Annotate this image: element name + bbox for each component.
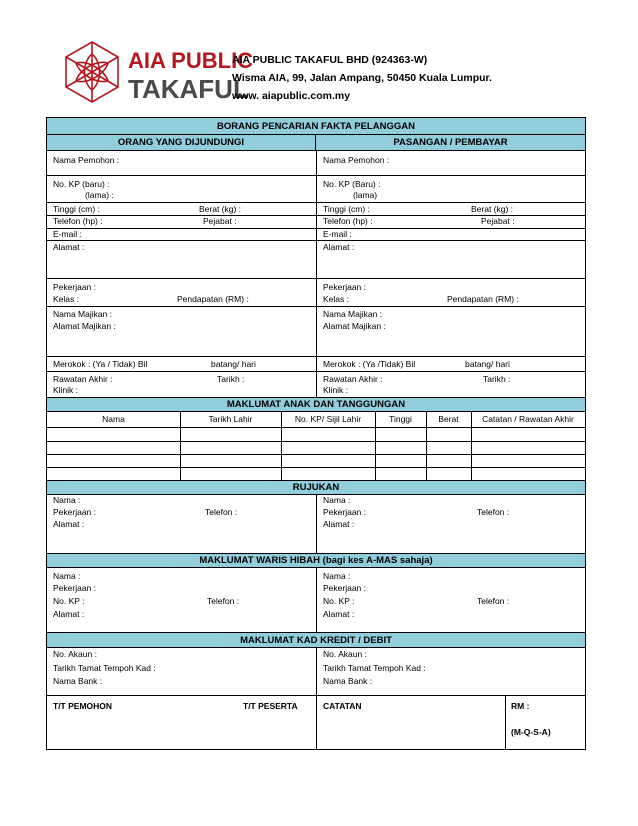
spouse-employer-address-field[interactable]: Alamat Majikan : xyxy=(323,321,386,331)
col-header-notes: Catatan / Rawatan Akhir xyxy=(482,414,574,424)
insured-height-field[interactable]: Tinggi (cm) : xyxy=(53,204,100,214)
heir-section-title: MAKLUMAT WARIS HIBAH (bagi kes A-MAS sahaja) xyxy=(47,553,585,568)
row-divider xyxy=(47,441,585,442)
insured-medical-history-field[interactable]: Rawatan Akhir : xyxy=(53,374,113,384)
aia-logo-emblem-icon xyxy=(62,36,254,108)
rm-divider xyxy=(505,695,506,750)
insured-employer-field[interactable]: Nama Majikan : xyxy=(53,309,113,319)
company-website: www. aiapublic.com.my xyxy=(232,90,351,102)
spouse-occupation-field[interactable]: Pekerjaan : xyxy=(323,282,366,292)
spouse-phone-field[interactable]: Telefon (hp) : xyxy=(323,216,373,226)
spouse-clinic-field[interactable]: Klinik : xyxy=(323,385,349,395)
spouse-ic-old-field[interactable]: (lama) xyxy=(353,190,378,200)
insured-clinic-field[interactable]: Klinik : xyxy=(53,385,79,395)
heir-left-phone-field[interactable]: Telefon : xyxy=(207,596,240,606)
card-left-bank-field[interactable]: Nama Bank : xyxy=(53,676,103,686)
insured-class-field[interactable]: Kelas : xyxy=(53,294,79,304)
logo-line1: AIA PUBLIC xyxy=(128,48,254,73)
referral-divider xyxy=(316,495,317,562)
spouse-smoker-field[interactable]: Merokok : (Ya /Tidak) Bil xyxy=(323,359,416,369)
rm-field[interactable]: RM : xyxy=(511,701,530,711)
divider xyxy=(47,356,585,357)
col-header-height: Tinggi xyxy=(389,414,412,424)
referral-right-name-field[interactable]: Nama : xyxy=(323,495,351,505)
insured-phone-field[interactable]: Telefon (hp) : xyxy=(53,216,103,226)
heir-left-name-field[interactable]: Nama : xyxy=(53,571,81,581)
insured-occupation-field[interactable]: Pekerjaan : xyxy=(53,282,96,292)
referral-left-address-field[interactable]: Alamat : xyxy=(53,519,85,529)
participant-signature-field[interactable]: T/T PESERTA xyxy=(243,701,298,711)
divider xyxy=(47,278,585,279)
referral-left-phone-field[interactable]: Telefon : xyxy=(205,507,238,517)
card-right-bank-field[interactable]: Nama Bank : xyxy=(323,676,373,686)
signature-divider xyxy=(316,695,317,750)
referral-left-name-field[interactable]: Nama : xyxy=(53,495,81,505)
logo-line2: TAKAFUL xyxy=(128,74,249,104)
referral-left-occupation-field[interactable]: Pekerjaan : xyxy=(53,507,96,517)
col-header-dob: Tarikh Lahir xyxy=(208,414,253,424)
heir-left-occupation-field[interactable]: Pekerjaan : xyxy=(53,583,96,593)
insured-address-field[interactable]: Alamat : xyxy=(53,242,85,252)
notes-field[interactable]: CATATAN xyxy=(323,701,362,711)
card-left-account-field[interactable]: No. Akaun : xyxy=(53,649,97,659)
card-right-account-field[interactable]: No. Akaun : xyxy=(323,649,367,659)
heir-right-ic-field[interactable]: No. KP : xyxy=(323,596,355,606)
referral-right-phone-field[interactable]: Telefon : xyxy=(477,507,510,517)
divider xyxy=(47,202,585,203)
heir-right-name-field[interactable]: Nama : xyxy=(323,571,351,581)
customer-fact-find-form xyxy=(46,117,586,750)
spouse-ic-new-field[interactable]: No. KP (Baru) : xyxy=(323,179,381,189)
col-header-ic: No. KP/ Sijil Lahir xyxy=(294,414,362,424)
card-section-title: MAKLUMAT KAD KREDIT / DEBIT xyxy=(47,632,585,648)
divider xyxy=(47,306,585,307)
spouse-address-field[interactable]: Alamat : xyxy=(323,242,355,252)
referral-right-occupation-field[interactable]: Pekerjaan : xyxy=(323,507,366,517)
company-address: Wisma AIA, 99, Jalan Ampang, 50450 Kuala Lumpur. xyxy=(232,72,492,84)
personal-divider xyxy=(316,151,317,398)
divider xyxy=(47,371,585,372)
spouse-per-day-label: batang/ hari xyxy=(465,359,510,369)
spouse-name-field[interactable]: Nama Pemohon : xyxy=(323,155,390,165)
row-divider xyxy=(47,467,585,468)
company-name: AIA PUBLIC TAKAFUL BHD (924363-W) xyxy=(232,54,428,66)
spouse-employer-field[interactable]: Nama Majikan : xyxy=(323,309,383,319)
insured-name-field[interactable]: Nama Pemohon : xyxy=(53,155,120,165)
col-header-name: Nama xyxy=(102,414,125,424)
insured-office-field[interactable]: Pejabat : xyxy=(203,216,237,226)
referral-section-title: RUJUKAN xyxy=(47,480,585,495)
card-divider xyxy=(316,648,317,695)
spouse-income-field[interactable]: Pendapatan (RM) : xyxy=(447,294,519,304)
insured-ic-new-field[interactable]: No. KP (baru) : xyxy=(53,179,110,189)
divider xyxy=(47,240,585,241)
divider xyxy=(47,175,585,176)
form-title: BORANG PENCARIAN FAKTA PELANGGAN xyxy=(47,118,585,135)
heir-right-occupation-field[interactable]: Pekerjaan : xyxy=(323,583,366,593)
heir-divider xyxy=(316,568,317,635)
heir-right-address-field[interactable]: Alamat : xyxy=(323,609,355,619)
heir-right-phone-field[interactable]: Telefon : xyxy=(477,596,510,606)
heir-left-ic-field[interactable]: No. KP : xyxy=(53,596,85,606)
spouse-weight-field[interactable]: Berat (kg) : xyxy=(471,204,514,214)
spouse-medical-history-field[interactable]: Rawatan Akhir : xyxy=(323,374,383,384)
aia-public-takaful-logo xyxy=(62,36,254,108)
spouse-column-header: PASANGAN / PEMBAYAR xyxy=(316,135,585,151)
rm-code-label: (M-Q-S-A) xyxy=(511,727,551,737)
spouse-class-field[interactable]: Kelas : xyxy=(323,294,349,304)
company-info xyxy=(232,51,492,105)
row-divider xyxy=(47,427,585,428)
spouse-email-field[interactable]: E-mail : xyxy=(323,229,352,239)
insured-email-field[interactable]: E-mail : xyxy=(53,229,82,239)
insured-date-field[interactable]: Tarikh : xyxy=(217,374,245,384)
referral-right-address-field[interactable]: Alamat : xyxy=(323,519,355,529)
children-section-title: MAKLUMAT ANAK DAN TANGGUNGAN xyxy=(47,397,585,412)
spouse-office-field[interactable]: Pejabat : xyxy=(481,216,515,226)
card-left-expiry-field[interactable]: Tarikh Tamat Tempoh Kad : xyxy=(53,663,156,673)
insured-weight-field[interactable]: Berat (kg) : xyxy=(199,204,242,214)
spouse-date-field[interactable]: Tarikh : xyxy=(483,374,511,384)
insured-per-day-label: batang/ hari xyxy=(211,359,256,369)
insured-smoker-field[interactable]: Merokok : (Ya / Tidak) Bil xyxy=(53,359,148,369)
heir-left-address-field[interactable]: Alamat : xyxy=(53,609,85,619)
insured-column-header: ORANG YANG DIJUNDUNGI xyxy=(47,135,316,151)
row-divider xyxy=(47,454,585,455)
insured-ic-old-field[interactable]: (lama) : xyxy=(85,190,114,200)
insured-employer-address-field[interactable]: Alamat Majikan : xyxy=(53,321,116,331)
insured-income-field[interactable]: Pendapatan (RM) : xyxy=(177,294,249,304)
children-table xyxy=(47,412,585,480)
divider xyxy=(47,228,585,229)
col-header-weight: Berat xyxy=(438,414,459,424)
card-right-expiry-field[interactable]: Tarikh Tamat Tempoh Kad : xyxy=(323,663,426,673)
applicant-signature-field[interactable]: T/T PEMOHON xyxy=(53,701,113,711)
spouse-height-field[interactable]: Tinggi (cm) : xyxy=(323,204,370,214)
